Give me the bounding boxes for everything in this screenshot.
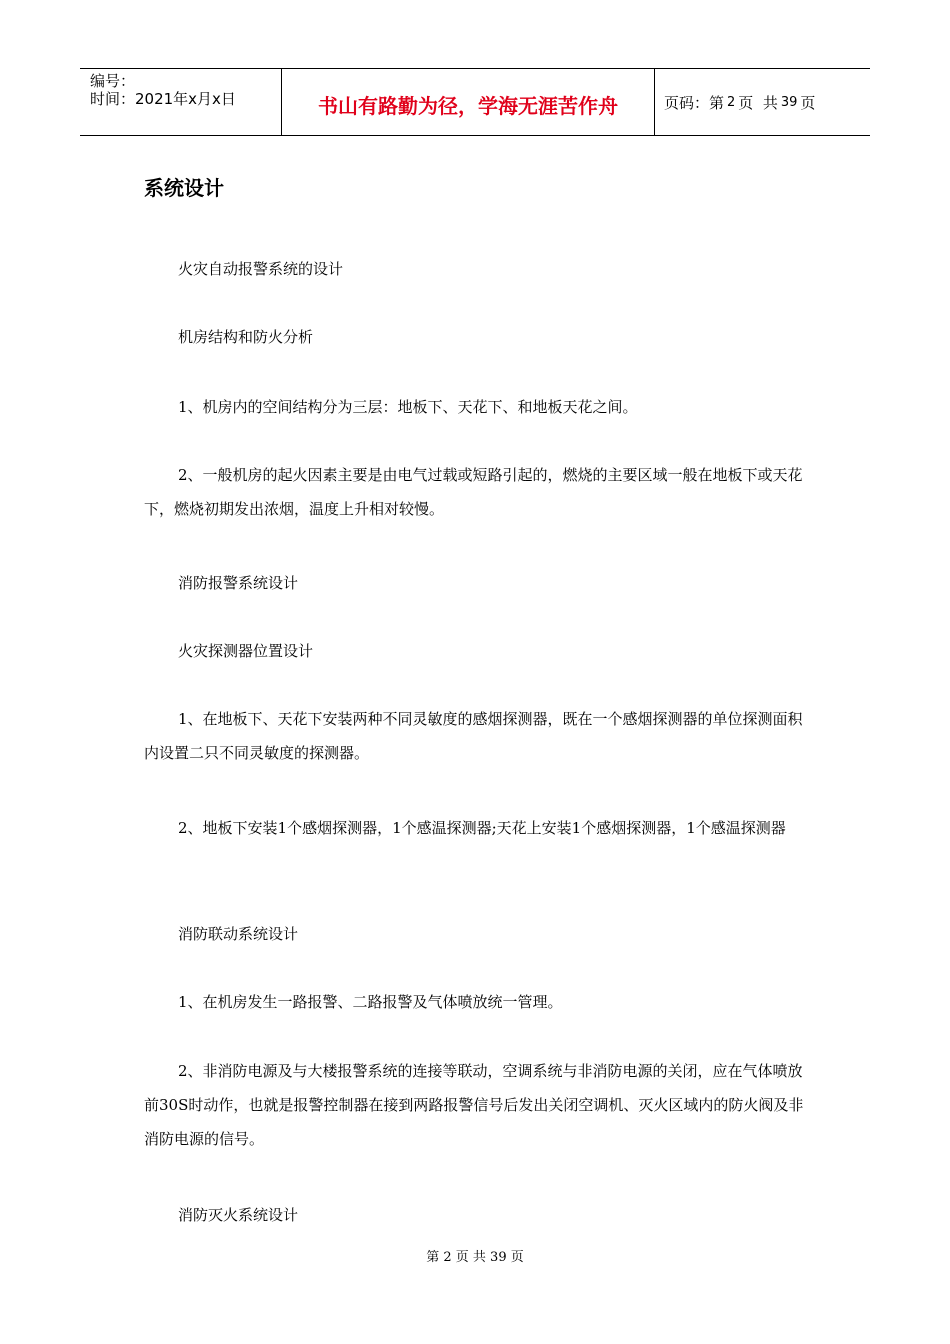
paragraph: 机房结构和防火分析 (178, 328, 314, 346)
paragraph: 消防灭火系统设计 (178, 1206, 299, 1224)
paragraph: 消防报警系统设计 (178, 574, 299, 592)
header-meta (80, 69, 282, 135)
header-page-info (655, 69, 870, 135)
paragraph: 2、一般机房的起火因素主要是由电气过载或短路引起的，燃烧的主要区域一般在地板下或天花下，燃烧初期发出浓烟，温度上升相对较慢。 (144, 466, 803, 518)
page-total: 39 (780, 94, 798, 110)
paragraph: 2、地板下安装1个感烟探测器，1个感温探测器;天花上安装1个感烟探测器，1个感温探测器 (178, 819, 786, 837)
paragraph: 火灾探测器位置设计 (178, 642, 314, 660)
paragraph: 2、非消防电源及与大楼报警系统的连接等联动，空调系统与非消防电源的关闭，应在气体喷放前30S时动作，也就是报警控制器在接到两路报警信号后发出关闭空调机、灭火区域内的防火阀及非消防电源的信号。 (144, 1062, 804, 1148)
page-footer: 第 2 页 共 39 页 (426, 1250, 524, 1265)
page-label-mid: 页 共 (738, 93, 778, 112)
paragraph: 1、在地板下、天花下安装两种不同灵敏度的感烟探测器，既在一个感烟探测器的单位探测面积内设置二只不同灵敏度的探测器。 (144, 710, 803, 762)
paragraph: 1、机房内的空间结构分为三层：地板下、天花下、和地板天花之间。 (178, 398, 638, 416)
paragraph: 火灾自动报警系统的设计 (178, 260, 344, 278)
page-header (80, 68, 870, 136)
page-label-suffix: 页 (800, 93, 816, 112)
page-current: 2 (727, 94, 736, 110)
time-label: 时间：2021年x月x日 (90, 90, 236, 108)
paragraph: 1、在机房发生一路报警、二路报警及气体喷放统一管理。 (178, 993, 563, 1011)
page-label-prefix: 页码：第 (664, 93, 725, 112)
number-label: 编号： (90, 72, 136, 90)
paragraph: 消防联动系统设计 (178, 925, 299, 943)
header-motto: 书山有路勤为径，学海无涯苦作舟 (282, 69, 655, 135)
section-title: 系统设计 (144, 176, 224, 200)
